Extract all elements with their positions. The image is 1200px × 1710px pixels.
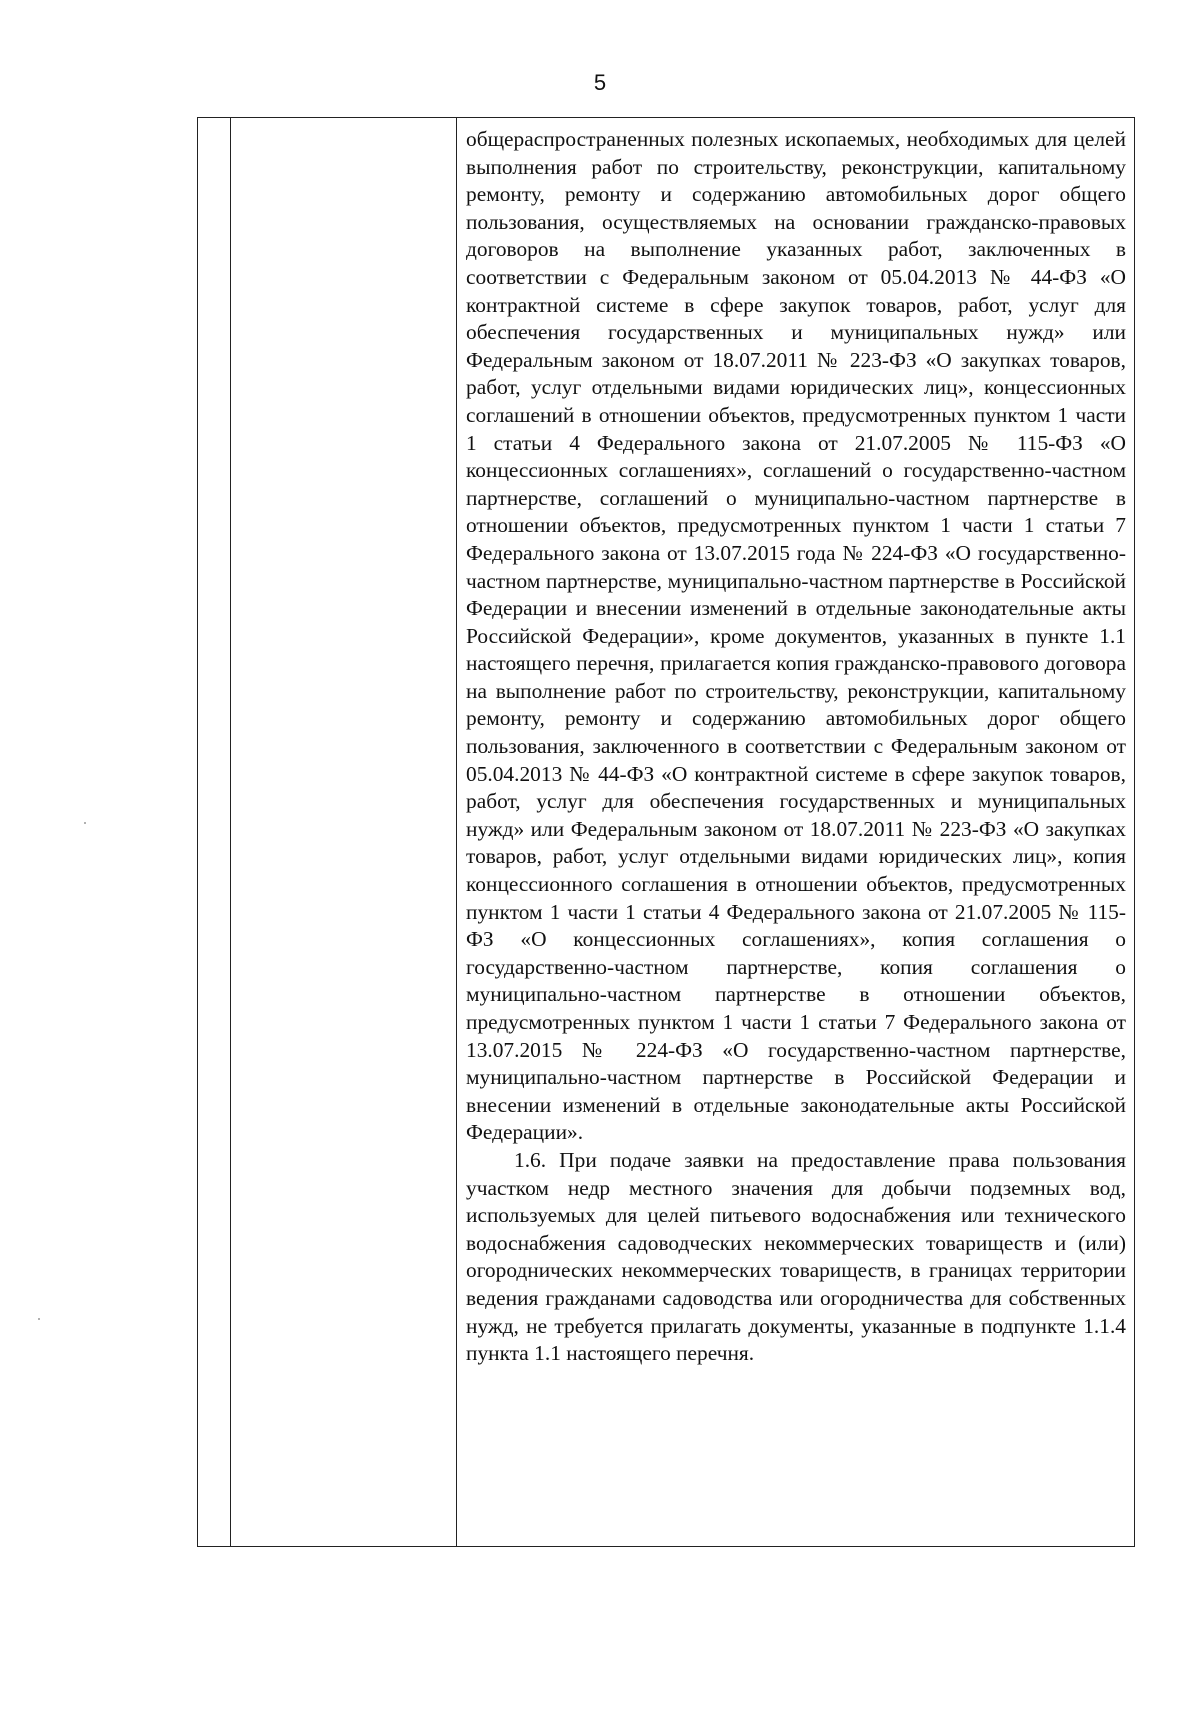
paragraph-continued: общераспространенных полезных ископаемых, необходимых для целей выполнения работ по строительству, реконструкции, капитальному ремонту, ремонту и содержанию автомобильных дорог общего пользования, осуществляемых на основании гражданско-правовых договоров на выполнение указанных работ, заключенных в соответствии с Федеральным законом от 05.04.2013 № 44-ФЗ «О контрактной системе в сфере закупок товаров, работ, услуг для обеспечения государственных и муниципальных нужд» или Федеральным законом от 18.07.2011 № 223-ФЗ «О закупках товаров, работ, услуг отдельными видами юридических лиц», концессионных соглашений в отношении объектов, предусмотренных пунктом 1 части 1 статьи 4 Федерального закона от 21.07.2005 № 115-ФЗ «О концессионных соглашениях», соглашений о государственно-частном партнерстве, соглашений о муниципально-частном партнерстве в отношении объектов, предусмотренных пунктом 1 части 1 статьи 7 Федерального закона от 13.07.2015 года № 224-ФЗ «О государственно-частном партнерстве, муниципально-частном партнерстве в Российской Федерации и внесении изменений в отдельные законодательные акты Российской Федерации», кроме документов, указанных в пункте 1.1 настоящего перечня, прилагается копия гражданско-правового договора на выполнение работ по строительству, реконструкции, капитальному ремонту, ремонту и содержанию автомобильных дорог общего пользования, заключенного в соответствии с Федеральным законом от 05.04.2013 № 44-ФЗ «О контрактной системе в сфере закупок товаров, работ, услуг для обеспечения государственных и муниципальных нужд» или Федеральным законом от 18.07.2011 № 223-ФЗ «О закупках товаров, работ, услуг отдельными видами юридических лиц», копия концессионного соглашения в отношении объектов, предусмотренных пунктом 1 части 1 статьи 4 Федерального закона от 21.07.2005 № 115-ФЗ «О концессионных соглашениях», копия соглашения о государственно-частном партнерстве, копия соглашения о муниципально-частном партнерстве в отношении объектов, предусмотренных пунктом 1 части 1 статьи 7 Федерального закона от 13.07.2015 № 224-ФЗ «О государственно-частном партнерстве, муниципально-частном партнерстве в Российской Федерации и внесении изменений в отдельные законодательные акты Российской Федерации». bbox=[466, 127, 1126, 1145]
document-table bbox=[197, 117, 1135, 1547]
paragraph-1-6: 1.6. При подаче заявки на предоставление права пользования участком недр местного значения для добычи подземных вод, используемых для целей питьевого водоснабжения или технического водоснабжения садоводческих некоммерческих товариществ и (или) огороднических некоммерческих товариществ, в границах территории ведения гражданами садоводства или огородничества для собственных нужд, не требуется прилагать документы, указанные в подпункте 1.1.4 пункта 1.1 настоящего перечня. bbox=[466, 1147, 1126, 1366]
scan-speck bbox=[84, 822, 86, 824]
page-number: 5 bbox=[593, 70, 607, 95]
scan-speck bbox=[38, 1318, 40, 1320]
column-divider-1 bbox=[230, 118, 231, 1546]
column-divider-2 bbox=[456, 118, 457, 1546]
content-cell bbox=[466, 126, 1126, 1368]
